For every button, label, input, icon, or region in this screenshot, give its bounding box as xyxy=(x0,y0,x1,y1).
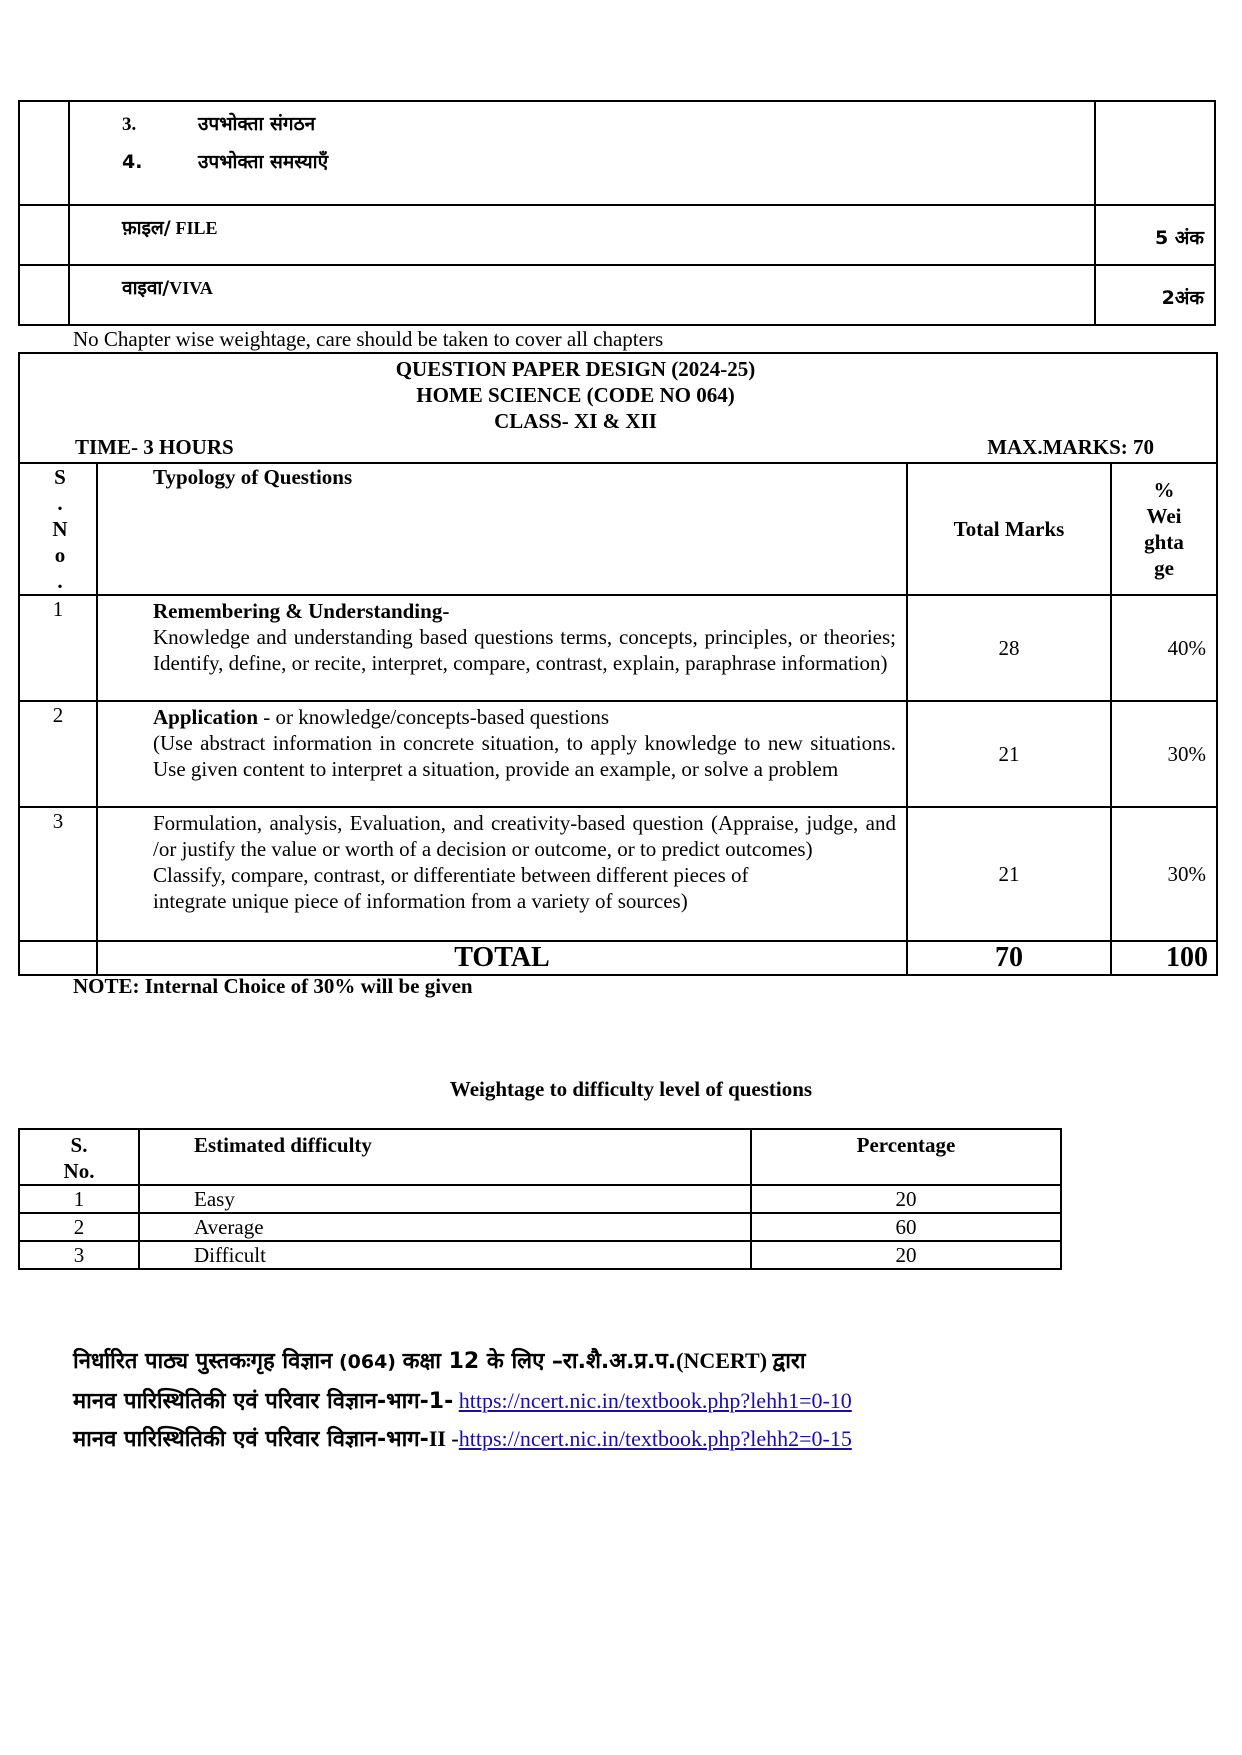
textbook-code: (064) xyxy=(332,1351,403,1373)
list-item xyxy=(70,148,1094,174)
col-header-sno: S. No. xyxy=(19,1129,139,1185)
table-row xyxy=(19,807,1217,941)
qp-header-row xyxy=(19,353,1217,463)
difficulty-heading: Weightage to difficulty level of questions xyxy=(449,1077,813,1101)
qp-subject: HOME SCIENCE (CODE NO 064) xyxy=(416,383,735,407)
difficulty-header-row xyxy=(19,1129,1061,1185)
blank-cell xyxy=(19,941,97,975)
qp-header-cell xyxy=(19,353,1217,463)
row-body: (Use abstract information in concrete situation, to apply knowledge to new situations. Use given content to interpret a situation, provide an example, or solve a problem xyxy=(153,731,896,781)
row-typology xyxy=(97,701,907,807)
qp-class: CLASS- XI & XII xyxy=(494,409,657,433)
row-weight: 30% xyxy=(1111,807,1217,941)
col-header-total-marks: Total Marks xyxy=(907,463,1111,595)
syllabus-row-viva xyxy=(19,265,1215,325)
col-header-percentage: Percentage xyxy=(751,1129,1061,1185)
blank-cell xyxy=(19,205,69,265)
row-weight: 30% xyxy=(1111,701,1217,807)
textbook-class: कक्षा 12 के लिए –रा.शै.अ.प्र.प. xyxy=(402,1349,677,1374)
table-row xyxy=(19,595,1217,701)
qp-time-marks-line xyxy=(75,434,1216,460)
row-level: Average xyxy=(139,1213,751,1241)
col-header-weightage: % Wei ghta ge xyxy=(1111,463,1217,595)
list-item xyxy=(70,110,1094,148)
total-weight: 100 xyxy=(1111,941,1217,975)
row-sno: 3 xyxy=(19,807,97,941)
row-sno: 2 xyxy=(19,701,97,807)
row-typology xyxy=(97,807,907,941)
col-header-sno: S . N o . xyxy=(19,463,97,595)
viva-marks-cell xyxy=(1095,265,1215,325)
textbook-line-2 xyxy=(73,1385,852,1415)
textbook-part2-link[interactable]: https://ncert.nic.in/textbook.php?lehh2=0-15 xyxy=(458,1426,852,1451)
question-paper-table xyxy=(18,352,1218,976)
item-text: उपभोक्ता समस्याएँ xyxy=(198,151,329,173)
row-typology xyxy=(97,595,907,701)
file-cell xyxy=(69,205,1095,265)
textbook-by: द्वारा xyxy=(772,1349,806,1374)
textbook-prescribed: निर्धारित पाठ्य पुस्तकःगृह विज्ञान xyxy=(73,1349,333,1374)
row-marks: 28 xyxy=(907,595,1111,701)
blank-cell xyxy=(19,265,69,325)
textbook-line-1 xyxy=(73,1345,806,1375)
viva-marks: 2अंक xyxy=(1161,287,1204,309)
qp-time: TIME- 3 HOURS xyxy=(75,435,234,459)
table-row xyxy=(19,1241,1061,1269)
row-sno: 3 xyxy=(19,1241,139,1269)
qp-title: QUESTION PAPER DESIGN (2024-25) xyxy=(395,357,756,381)
qp-max-marks: MAX.MARKS: 70 xyxy=(987,435,1154,459)
total-marks: 70 xyxy=(907,941,1111,975)
item-number: 4. xyxy=(122,151,143,173)
row-percent: 20 xyxy=(751,1185,1061,1213)
blank-cell xyxy=(19,101,69,205)
row-body: Formulation, analysis, Evaluation, and creativity-based question (Appraise, judge, and /or justify the value or worth of a decision or outcome, or to predict outcomes) xyxy=(153,811,896,861)
viva-label-en: VIVA xyxy=(169,278,213,298)
file-label-en: FILE xyxy=(175,218,218,238)
viva-label-hi: वाइवा/ xyxy=(122,277,170,299)
syllabus-table xyxy=(18,100,1216,326)
difficulty-table xyxy=(18,1128,1062,1270)
weightage-note: No Chapter wise weightage, care should be taken to cover all chapters xyxy=(73,327,664,351)
textbook-ncert: (NCERT) xyxy=(676,1348,773,1373)
row-sno: 1 xyxy=(19,595,97,701)
row-level: Difficult xyxy=(139,1241,751,1269)
syllabus-row-items xyxy=(19,101,1215,205)
table-row xyxy=(19,1213,1061,1241)
internal-choice-note: NOTE: Internal Choice of 30% will be given xyxy=(73,974,473,998)
row-weight: 40% xyxy=(1111,595,1217,701)
textbook-part1-label: मानव पारिस्थितिकी एवं परिवार विज्ञान-भाग-1- xyxy=(73,1389,454,1414)
table-row xyxy=(19,1185,1061,1213)
row-body: Knowledge and understanding based questions terms, concepts, principles, or theories; Identify, define, or recite, interpret, compare, contrast, explain, paraphrase information) xyxy=(153,625,896,675)
item-number: 3. xyxy=(122,114,137,135)
row-title-rest: - or knowledge/concepts-based questions xyxy=(258,705,610,729)
row-percent: 60 xyxy=(751,1213,1061,1241)
row-sno: 1 xyxy=(19,1185,139,1213)
textbook-part2-label: मानव पारिस्थितिकी एवं परिवार विज्ञान-भाग- xyxy=(73,1427,429,1452)
file-marks: 5 अंक xyxy=(1155,227,1204,249)
row-percent: 20 xyxy=(751,1241,1061,1269)
col-header-typology: Typology of Questions xyxy=(97,463,907,595)
file-label-hi: फ़ाइल/ xyxy=(122,217,171,239)
row-title: Application xyxy=(153,705,259,729)
items-cell xyxy=(69,101,1095,205)
viva-cell xyxy=(69,265,1095,325)
row-body-2: Classify, compare, contrast, or differentiate between different pieces of integrate unique piece of information from a variety of sources) xyxy=(153,863,749,913)
table-row xyxy=(19,701,1217,807)
textbook-part1-link[interactable]: https://ncert.nic.in/textbook.php?lehh1=0-10 xyxy=(458,1388,852,1413)
row-level: Easy xyxy=(139,1185,751,1213)
row-marks: 21 xyxy=(907,701,1111,807)
syllabus-row-file xyxy=(19,205,1215,265)
total-row xyxy=(19,941,1217,975)
blank-cell xyxy=(1095,101,1215,205)
qp-col-header-row xyxy=(19,463,1217,595)
col-header-difficulty: Estimated difficulty xyxy=(139,1129,751,1185)
row-marks: 21 xyxy=(907,807,1111,941)
file-marks-cell xyxy=(1095,205,1215,265)
textbook-line-3 xyxy=(73,1423,852,1453)
item-text: उपभोक्ता संगठन xyxy=(198,113,316,135)
row-title: Remembering & Understanding- xyxy=(153,599,450,623)
row-sno: 2 xyxy=(19,1213,139,1241)
total-label: TOTAL xyxy=(97,941,907,975)
textbook-part2-roman: II - xyxy=(428,1426,459,1451)
